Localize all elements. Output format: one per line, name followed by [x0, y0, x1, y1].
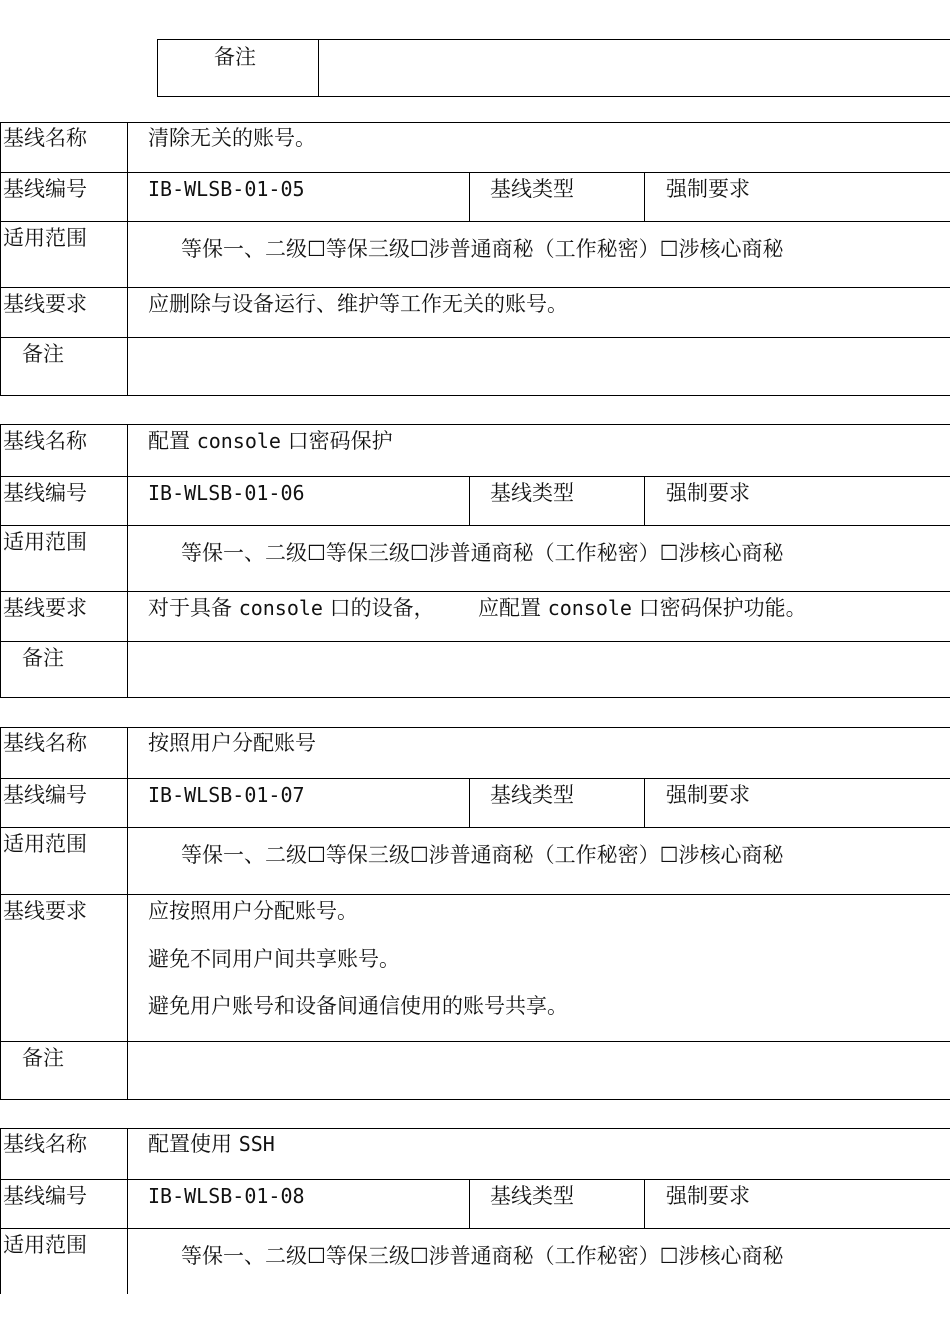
baseline-id: IB-WLSB-01-08	[148, 1184, 305, 1208]
rule	[644, 778, 645, 828]
rule	[0, 424, 1, 698]
remark-label: 备注	[214, 45, 256, 69]
name-label: 基线名称	[3, 731, 87, 755]
type-label: 基线类型	[490, 783, 574, 807]
baseline-type: 强制要求	[666, 481, 750, 505]
id-label: 基线编号	[3, 1184, 87, 1208]
rule	[0, 727, 950, 728]
rule	[0, 727, 1, 1100]
rule	[0, 525, 950, 526]
rule	[469, 476, 470, 526]
rule	[0, 395, 950, 396]
id-label: 基线编号	[3, 783, 87, 807]
rule	[644, 172, 645, 222]
rule	[0, 476, 950, 477]
rule	[0, 1228, 950, 1229]
requirement-label: 基线要求	[3, 596, 87, 620]
scope-text: 等保一、二级☐等保三级☐涉普通商秘（工作秘密）☐涉核心商秘	[181, 541, 784, 565]
name-label: 基线名称	[3, 429, 87, 453]
rule	[127, 727, 128, 1100]
rule	[0, 221, 950, 222]
scope-label: 适用范围	[3, 832, 87, 856]
rule	[469, 778, 470, 828]
rule	[0, 122, 950, 123]
type-label: 基线类型	[490, 177, 574, 201]
remark-label: 备注	[22, 342, 64, 366]
rule	[644, 476, 645, 526]
rule	[0, 641, 950, 642]
rule	[127, 1128, 128, 1294]
scope-label: 适用范围	[3, 530, 87, 554]
rule	[0, 1099, 950, 1100]
rule	[127, 424, 128, 698]
baseline-name: 配置使用 SSH	[148, 1132, 275, 1156]
requirement-label: 基线要求	[3, 899, 87, 923]
baseline-id: IB-WLSB-01-05	[148, 177, 305, 201]
name-label: 基线名称	[3, 126, 87, 150]
baseline-type: 强制要求	[666, 783, 750, 807]
requirement-label: 基线要求	[3, 292, 87, 316]
rule	[469, 1179, 470, 1229]
requirement-line-1: 应按照用户分配账号。	[148, 899, 358, 923]
remark-label: 备注	[22, 646, 64, 670]
id-label: 基线编号	[3, 177, 87, 201]
rule	[0, 172, 950, 173]
scope-text: 等保一、二级☐等保三级☐涉普通商秘（工作秘密）☐涉核心商秘	[181, 843, 784, 867]
requirement-text: 应删除与设备运行、维护等工作无关的账号。	[148, 292, 568, 316]
baseline-id: IB-WLSB-01-06	[148, 481, 305, 505]
rule	[644, 1179, 645, 1229]
scope-text: 等保一、二级☐等保三级☐涉普通商秘（工作秘密）☐涉核心商秘	[181, 237, 784, 261]
requirement-line-2: 避免不同用户间共享账号。	[148, 947, 400, 971]
rule	[0, 827, 950, 828]
scope-label: 适用范围	[3, 226, 87, 250]
baseline-name: 配置 console 口密码保护	[148, 429, 393, 453]
rule	[0, 1128, 950, 1129]
remark-label: 备注	[22, 1046, 64, 1070]
rule	[469, 172, 470, 222]
rule	[0, 287, 950, 288]
rule	[0, 591, 950, 592]
baseline-name: 清除无关的账号。	[148, 126, 316, 150]
rule	[0, 1128, 1, 1294]
rule	[0, 337, 950, 338]
name-label: 基线名称	[3, 1132, 87, 1156]
requirement-line-3: 避免用户账号和设备间通信使用的账号共享。	[148, 994, 568, 1018]
rule	[0, 1179, 950, 1180]
rule	[0, 778, 950, 779]
requirement-text-a: 对于具备 console 口的设备，	[148, 596, 435, 620]
baseline-name: 按照用户分配账号	[148, 731, 316, 755]
rule	[127, 122, 128, 396]
baseline-type: 强制要求	[666, 1184, 750, 1208]
scope-text: 等保一、二级☐等保三级☐涉普通商秘（工作秘密）☐涉核心商秘	[181, 1244, 784, 1268]
type-label: 基线类型	[490, 481, 574, 505]
id-label: 基线编号	[3, 481, 87, 505]
baseline-id: IB-WLSB-01-07	[148, 783, 305, 807]
type-label: 基线类型	[490, 1184, 574, 1208]
rule	[0, 424, 950, 425]
rule	[157, 96, 950, 97]
rule	[0, 894, 950, 895]
rule	[0, 697, 950, 698]
rule	[0, 122, 1, 396]
rule	[318, 39, 319, 97]
rule	[157, 39, 950, 40]
rule	[157, 39, 158, 97]
requirement-text-b: 应配置 console 口密码保护功能。	[478, 596, 807, 620]
scope-label: 适用范围	[3, 1233, 87, 1257]
baseline-type: 强制要求	[666, 177, 750, 201]
rule	[0, 1041, 950, 1042]
